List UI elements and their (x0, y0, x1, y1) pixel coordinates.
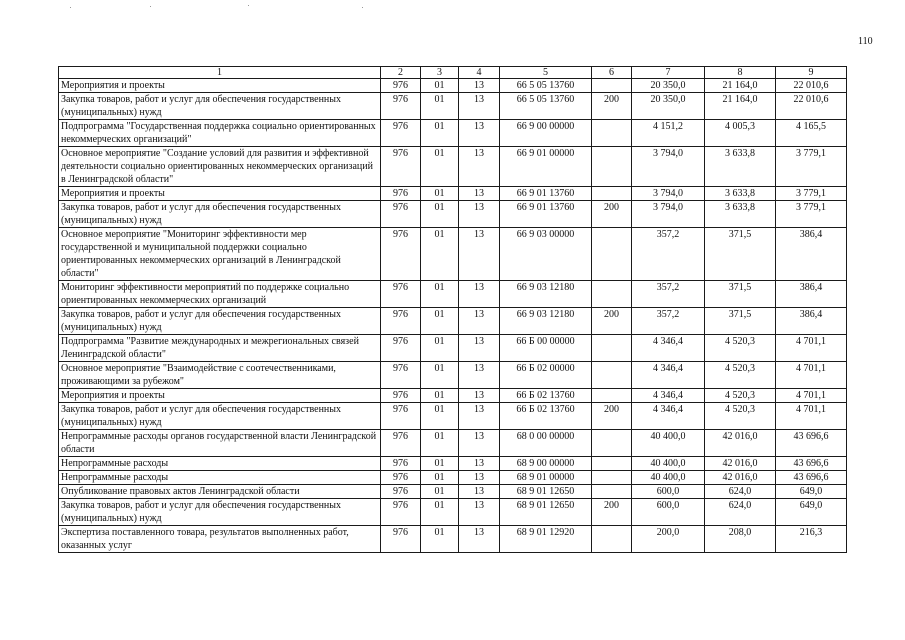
ministry-code: 976 (381, 430, 421, 457)
expense-type-code (592, 471, 632, 485)
section-code: 01 (421, 228, 459, 281)
header-row (59, 67, 847, 79)
target-article-code: 66 Б 00 00000 (500, 335, 592, 362)
expense-type-code (592, 187, 632, 201)
amount-year-2: 42 016,0 (705, 471, 776, 485)
amount-year-2: 624,0 (705, 485, 776, 499)
column-header-9: 9 (776, 67, 847, 79)
expense-type-code (592, 389, 632, 403)
table-row (59, 201, 847, 228)
subsection-code: 13 (459, 335, 500, 362)
subsection-code: 13 (459, 147, 500, 187)
amount-year-3: 4 701,1 (776, 403, 847, 430)
table-row (59, 79, 847, 93)
row-name: Закупка товаров, работ и услуг для обеспечения государственных (муниципальных) нужд (59, 308, 381, 335)
table-row (59, 485, 847, 499)
amount-year-2: 3 633,8 (705, 187, 776, 201)
target-article-code: 68 9 01 12650 (500, 499, 592, 526)
row-name: Мероприятия и проекты (59, 389, 381, 403)
section-code: 01 (421, 335, 459, 362)
ministry-code: 976 (381, 403, 421, 430)
row-name: Закупка товаров, работ и услуг для обеспечения государственных (муниципальных) нужд (59, 403, 381, 430)
expense-type-code (592, 120, 632, 147)
amount-year-3: 386,4 (776, 281, 847, 308)
table-row (59, 457, 847, 471)
amount-year-3: 649,0 (776, 485, 847, 499)
amount-year-2: 4 005,3 (705, 120, 776, 147)
column-header-5: 5 (500, 67, 592, 79)
amount-year-1: 4 151,2 (632, 120, 705, 147)
table-header (59, 67, 847, 79)
amount-year-2: 4 520,3 (705, 335, 776, 362)
ministry-code: 976 (381, 79, 421, 93)
subsection-code: 13 (459, 281, 500, 308)
amount-year-3: 43 696,6 (776, 430, 847, 457)
amount-year-3: 22 010,6 (776, 93, 847, 120)
table-row (59, 471, 847, 485)
table-row (59, 187, 847, 201)
table-row (59, 403, 847, 430)
section-code: 01 (421, 187, 459, 201)
target-article-code: 66 9 03 12180 (500, 308, 592, 335)
column-header-1: 1 (59, 67, 381, 79)
amount-year-2: 371,5 (705, 228, 776, 281)
budget-table (58, 66, 847, 553)
section-code: 01 (421, 457, 459, 471)
amount-year-2: 21 164,0 (705, 93, 776, 120)
amount-year-3: 386,4 (776, 228, 847, 281)
column-header-3: 3 (421, 67, 459, 79)
expense-type-code: 200 (592, 403, 632, 430)
amount-year-2: 371,5 (705, 308, 776, 335)
subsection-code: 13 (459, 485, 500, 499)
page-number: 110 (858, 36, 873, 47)
ministry-code: 976 (381, 93, 421, 120)
amount-year-2: 371,5 (705, 281, 776, 308)
expense-type-code: 200 (592, 308, 632, 335)
expense-type-code (592, 485, 632, 499)
subsection-code: 13 (459, 403, 500, 430)
target-article-code: 66 Б 02 13760 (500, 389, 592, 403)
row-name: Закупка товаров, работ и услуг для обеспечения государственных (муниципальных) нужд (59, 499, 381, 526)
row-name: Экспертиза поставленного товара, результатов выполненных работ, оказанных услуг (59, 526, 381, 553)
table-row (59, 389, 847, 403)
row-name: Мероприятия и проекты (59, 187, 381, 201)
expense-type-code: 200 (592, 201, 632, 228)
amount-year-2: 624,0 (705, 499, 776, 526)
target-article-code: 66 9 01 00000 (500, 147, 592, 187)
expense-type-code (592, 281, 632, 308)
ministry-code: 976 (381, 362, 421, 389)
subsection-code: 13 (459, 120, 500, 147)
amount-year-3: 3 779,1 (776, 201, 847, 228)
table-row (59, 120, 847, 147)
section-code: 01 (421, 93, 459, 120)
amount-year-3: 4 701,1 (776, 362, 847, 389)
subsection-code: 13 (459, 308, 500, 335)
row-name: Основное мероприятие "Мониторинг эффективности мер государственной и муниципальной поддержки социально ориентированных некоммерческих организаций в Ленинградской области" (59, 228, 381, 281)
expense-type-code (592, 362, 632, 389)
table-row (59, 93, 847, 120)
amount-year-3: 3 779,1 (776, 147, 847, 187)
table-body (59, 79, 847, 553)
amount-year-1: 357,2 (632, 308, 705, 335)
ministry-code: 976 (381, 201, 421, 228)
row-name: Непрограммные расходы (59, 471, 381, 485)
ministry-code: 976 (381, 471, 421, 485)
target-article-code: 66 5 05 13760 (500, 79, 592, 93)
amount-year-1: 3 794,0 (632, 187, 705, 201)
table-row (59, 362, 847, 389)
amount-year-2: 3 633,8 (705, 147, 776, 187)
expense-type-code (592, 526, 632, 553)
amount-year-3: 43 696,6 (776, 457, 847, 471)
ministry-code: 976 (381, 389, 421, 403)
ministry-code: 976 (381, 187, 421, 201)
amount-year-1: 40 400,0 (632, 471, 705, 485)
subsection-code: 13 (459, 201, 500, 228)
amount-year-1: 357,2 (632, 281, 705, 308)
row-name: Подпрограмма "Развитие международных и межрегиональных связей Ленинградской области" (59, 335, 381, 362)
row-name: Непрограммные расходы (59, 457, 381, 471)
section-code: 01 (421, 308, 459, 335)
amount-year-1: 600,0 (632, 485, 705, 499)
subsection-code: 13 (459, 228, 500, 281)
section-code: 01 (421, 430, 459, 457)
column-header-7: 7 (632, 67, 705, 79)
subsection-code: 13 (459, 430, 500, 457)
row-name: Основное мероприятие "Создание условий для развития и эффективной деятельности социально ориентированных некоммерческих организаций в Ленинградской области" (59, 147, 381, 187)
target-article-code: 66 Б 02 13760 (500, 403, 592, 430)
target-article-code: 68 9 00 00000 (500, 457, 592, 471)
row-name: Закупка товаров, работ и услуг для обеспечения государственных (муниципальных) нужд (59, 93, 381, 120)
section-code: 01 (421, 79, 459, 93)
target-article-code: 66 9 03 12180 (500, 281, 592, 308)
subsection-code: 13 (459, 187, 500, 201)
expense-type-code (592, 457, 632, 471)
column-header-2: 2 (381, 67, 421, 79)
amount-year-3: 4 701,1 (776, 335, 847, 362)
section-code: 01 (421, 120, 459, 147)
target-article-code: 66 9 01 13760 (500, 201, 592, 228)
amount-year-2: 42 016,0 (705, 457, 776, 471)
section-code: 01 (421, 362, 459, 389)
amount-year-2: 42 016,0 (705, 430, 776, 457)
row-name: Мероприятия и проекты (59, 79, 381, 93)
amount-year-2: 4 520,3 (705, 389, 776, 403)
subsection-code: 13 (459, 471, 500, 485)
amount-year-1: 600,0 (632, 499, 705, 526)
expense-type-code (592, 79, 632, 93)
expense-type-code: 200 (592, 93, 632, 120)
amount-year-2: 4 520,3 (705, 362, 776, 389)
target-article-code: 68 9 01 12920 (500, 526, 592, 553)
amount-year-3: 22 010,6 (776, 79, 847, 93)
ministry-code: 976 (381, 526, 421, 553)
amount-year-2: 4 520,3 (705, 403, 776, 430)
amount-year-1: 3 794,0 (632, 201, 705, 228)
amount-year-1: 4 346,4 (632, 362, 705, 389)
amount-year-1: 200,0 (632, 526, 705, 553)
target-article-code: 68 0 00 00000 (500, 430, 592, 457)
amount-year-3: 3 779,1 (776, 187, 847, 201)
subsection-code: 13 (459, 79, 500, 93)
amount-year-1: 4 346,4 (632, 335, 705, 362)
subsection-code: 13 (459, 362, 500, 389)
amount-year-1: 20 350,0 (632, 93, 705, 120)
row-name: Мониторинг эффективности мероприятий по поддержке социально ориентированных некоммерческих организаций (59, 281, 381, 308)
target-article-code: 66 Б 02 00000 (500, 362, 592, 389)
amount-year-1: 40 400,0 (632, 430, 705, 457)
section-code: 01 (421, 485, 459, 499)
section-code: 01 (421, 389, 459, 403)
expense-type-code (592, 228, 632, 281)
amount-year-3: 4 701,1 (776, 389, 847, 403)
amount-year-1: 4 346,4 (632, 403, 705, 430)
table-row (59, 308, 847, 335)
row-name: Закупка товаров, работ и услуг для обеспечения государственных (муниципальных) нужд (59, 201, 381, 228)
column-header-4: 4 (459, 67, 500, 79)
expense-type-code (592, 335, 632, 362)
expense-type-code (592, 430, 632, 457)
table-row (59, 335, 847, 362)
row-name: Непрограммные расходы органов государственной власти Ленинградской области (59, 430, 381, 457)
ministry-code: 976 (381, 147, 421, 187)
subsection-code: 13 (459, 499, 500, 526)
ministry-code: 976 (381, 335, 421, 362)
ministry-code: 976 (381, 120, 421, 147)
amount-year-3: 216,3 (776, 526, 847, 553)
ministry-code: 976 (381, 485, 421, 499)
section-code: 01 (421, 147, 459, 187)
row-name: Основное мероприятие "Взаимодействие с соотечественниками, проживающими за рубежом" (59, 362, 381, 389)
ministry-code: 976 (381, 281, 421, 308)
section-code: 01 (421, 403, 459, 430)
amount-year-2: 208,0 (705, 526, 776, 553)
ministry-code: 976 (381, 457, 421, 471)
section-code: 01 (421, 526, 459, 553)
target-article-code: 66 9 00 00000 (500, 120, 592, 147)
section-code: 01 (421, 499, 459, 526)
amount-year-1: 357,2 (632, 228, 705, 281)
expense-type-code: 200 (592, 499, 632, 526)
column-header-6: 6 (592, 67, 632, 79)
table-row (59, 430, 847, 457)
ministry-code: 976 (381, 228, 421, 281)
table-row (59, 499, 847, 526)
row-name: Опубликование правовых актов Ленинградской области (59, 485, 381, 499)
section-code: 01 (421, 471, 459, 485)
table-row (59, 281, 847, 308)
section-code: 01 (421, 281, 459, 308)
row-name: Подпрограмма "Государственная поддержка социально ориентированных некоммерческих организаций" (59, 120, 381, 147)
target-article-code: 68 9 01 00000 (500, 471, 592, 485)
target-article-code: 66 9 03 00000 (500, 228, 592, 281)
table-row (59, 228, 847, 281)
target-article-code: 68 9 01 12650 (500, 485, 592, 499)
subsection-code: 13 (459, 526, 500, 553)
table-row (59, 147, 847, 187)
amount-year-1: 4 346,4 (632, 389, 705, 403)
target-article-code: 66 5 05 13760 (500, 93, 592, 120)
section-code: 01 (421, 201, 459, 228)
amount-year-2: 3 633,8 (705, 201, 776, 228)
table-row (59, 526, 847, 553)
amount-year-3: 43 696,6 (776, 471, 847, 485)
target-article-code: 66 9 01 13760 (500, 187, 592, 201)
amount-year-3: 386,4 (776, 308, 847, 335)
amount-year-3: 649,0 (776, 499, 847, 526)
column-header-8: 8 (705, 67, 776, 79)
amount-year-2: 21 164,0 (705, 79, 776, 93)
ministry-code: 976 (381, 499, 421, 526)
expense-type-code (592, 147, 632, 187)
subsection-code: 13 (459, 93, 500, 120)
ministry-code: 976 (381, 308, 421, 335)
amount-year-1: 20 350,0 (632, 79, 705, 93)
subsection-code: 13 (459, 457, 500, 471)
amount-year-3: 4 165,5 (776, 120, 847, 147)
amount-year-1: 3 794,0 (632, 147, 705, 187)
amount-year-1: 40 400,0 (632, 457, 705, 471)
subsection-code: 13 (459, 389, 500, 403)
